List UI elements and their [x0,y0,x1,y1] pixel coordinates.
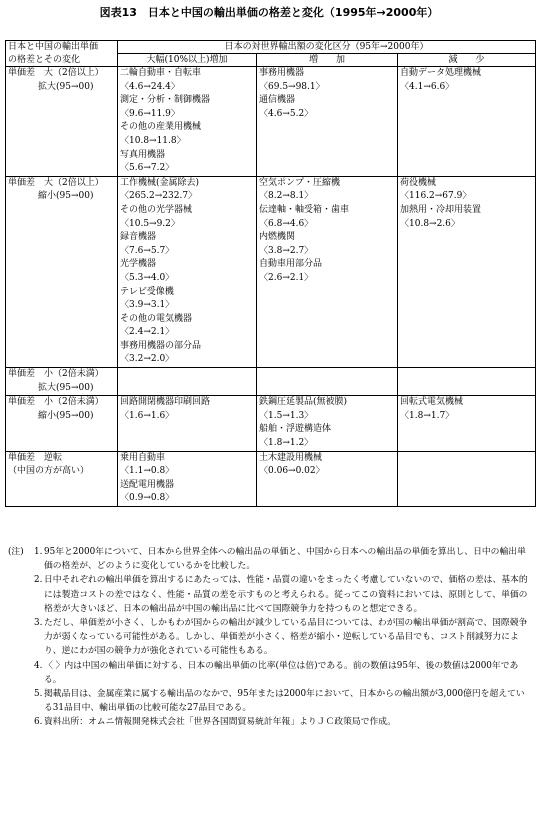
price-ratio: 〈3.9→3.1〉 [120,300,175,311]
note-number: 6. [34,717,43,728]
note-item [8,659,533,687]
note-number: 1. [34,547,43,557]
price-ratio: 〈116.2→67.9〉 [400,191,472,202]
table-cell [398,176,536,367]
price-ratio: 〈6.8→4.6〉 [259,218,314,229]
product-name: 測定・分析・制御機器 [120,95,211,106]
note-prefix [8,573,34,616]
notes-section [8,545,533,730]
table-cell [118,451,257,506]
price-ratio: 〈10.5→9.2〉 [120,218,180,229]
row-label-line2: （中国の方が高い） [8,466,90,477]
table-cell [257,67,398,177]
price-ratio: 〈8.2→8.1〉 [259,191,314,202]
note-text: ただし、単価差が小さく、しかもわが国からの輸出が減少している品目については、わが国の輸出単価が割高で、国際競争力が弱くなっている可能性がある。しかし、単価差が小さく、格差が縮小・逆転している品目でも、コスト削減努力により、逆にわが国の競争力が強化されている可能性もある。 [44,618,528,657]
header-left-line1: 日本と中国の輸出単価 [8,42,99,52]
product-name: 荷役機械 [400,177,437,188]
table-cell [257,451,398,506]
product-name: 二輪自動車・自転車 [120,68,202,78]
table-row [6,176,536,367]
note-item [8,715,533,729]
product-name: 工作機械(金属除去) [120,177,200,188]
price-ratio: 〈5.3→4.0〉 [120,272,175,283]
note-prefix [8,616,34,659]
header-col-increase: 増 加 [257,54,398,67]
product-name: その他の産業用機械 [120,122,202,133]
note-text: 資料出所：オムニ情報開発株式会社「世界各国間貿易統計年報」よりＪＣ政策局で作成。 [44,717,396,728]
table-cell [398,396,536,451]
product-name: 光学機器 [120,259,157,270]
product-name: 乗用自動車 [120,452,166,463]
price-ratio: 〈3.8→2.7〉 [259,245,314,256]
price-ratio: 〈5.6→7.2〉 [120,163,175,174]
table-row [6,368,536,396]
note-prefix [8,687,34,715]
product-name: 事務用機器の部分品 [120,340,202,351]
table-cell [257,176,398,367]
header-group-cell: 日本の対世界輸出額の変化区分（95年→2000年） [118,41,536,54]
product-name: 自動車用部分品 [259,259,323,270]
price-ratio: 〈2.4→2.1〉 [120,327,175,338]
product-name: 自動データ処理機械 [400,68,482,78]
product-name: 鉄鋼圧延製品(無被膜) [259,397,348,408]
price-ratio: 〈1.1→0.8〉 [120,466,175,477]
price-ratio: 〈1.8→1.2〉 [259,438,314,449]
table-cell [118,67,257,177]
table-cell [118,368,257,396]
price-ratio: 〈69.5→98.1〉 [259,81,325,92]
row-label-line1: 単価差 小（2倍未満） [8,397,104,408]
table-cell [257,396,398,451]
note-prefix [8,659,34,687]
note-prefix: (注) [8,547,24,557]
row-label-cell [6,368,118,396]
price-ratio: 〈4.6→5.2〉 [259,108,314,119]
row-label-cell [6,396,118,451]
table-cell [118,176,257,367]
row-label-line2: 縮小(95→00) [38,191,94,202]
price-ratio: 〈1.5→1.3〉 [259,410,314,421]
price-ratio: 〈265.2→232.7〉 [120,191,198,202]
price-ratio: 〈4.1→6.6〉 [400,81,455,92]
product-name: 加熱用・冷却用装置 [400,204,482,215]
product-name: その他の電気機器 [120,313,193,324]
note-item [8,573,533,616]
product-name: 録音機器 [120,232,157,243]
note-text: 掲載品目は、金属産業に属する輸出品のなかで、95年または2000年において、日本からの輸出額が3,000億円を超えている31品目中、輸出単価の比較可能な27品目である。 [44,689,525,714]
note-prefix [8,715,34,729]
product-name: 内燃機関 [259,232,296,243]
row-label-line2: 拡大(95→00) [38,81,94,92]
table-cell [257,368,398,396]
row-label-cell [6,176,118,367]
product-name: 通信機器 [259,95,296,106]
row-label-cell [6,451,118,506]
row-label-line2: 拡大(95→00) [38,382,94,393]
product-name: 土木建設用機械 [259,452,323,463]
table-row [6,396,536,451]
table-cell [398,368,536,396]
price-ratio: 〈7.6→5.7〉 [120,245,175,256]
row-label-line1: 単価差 大（2倍以上） [8,68,104,78]
product-name: テレビ受像機 [120,286,174,297]
product-name: 船舶・浮遊構造体 [259,424,332,435]
header-col-large-increase: 大幅(10%以上)増加 [118,54,257,67]
header-left-cell [6,41,118,67]
table-row [6,67,536,177]
price-ratio: 〈0.9→0.8〉 [120,493,175,504]
row-label-line2: 縮小(95→00) [38,410,94,421]
note-item [8,616,533,659]
comparison-table [5,40,536,507]
product-name: 回転式電気機械 [400,397,464,408]
product-name: その他の光学器械 [120,204,193,215]
header-left-line2: の格差とその変化 [8,54,81,65]
figure-title: 図表13 日本と中国の輸出単価の格差と変化（1995年→2000年） [99,6,439,19]
price-ratio: 〈3.2→2.0〉 [120,354,175,365]
table-cell [398,451,536,506]
price-ratio: 〈2.6→2.1〉 [259,272,314,283]
note-item [8,545,533,573]
table-cell [118,396,257,451]
product-name: 写真用機器 [120,149,166,160]
table-row [6,451,536,506]
product-name: 事務用機器 [259,68,305,78]
price-ratio: 〈9.6→11.9〉 [120,108,180,119]
price-ratio: 〈1.6→1.6〉 [120,410,175,421]
table-cell [398,67,536,177]
note-number: 4. [34,660,43,671]
note-text: 〈 〉内は中国の輸出単価に対する、日本の輸出単価の比率(単位は倍)である。前の数値は95年、後の数値は2000年である。 [44,660,519,685]
price-ratio: 〈10.8→11.8〉 [120,135,186,146]
header-row [6,41,536,54]
row-label-line1: 単価差 小（2倍未満） [8,369,104,380]
note-number: 2. [34,575,43,586]
note-number: 5. [34,689,43,700]
note-item [8,687,533,715]
note-text: 95年と2000年について、日本から世界全体への輸出品の単価と、中国から日本への輸出品の単価を算出し、日中の輸出単価の格差が、どのように変化しているかを比較した。 [44,547,526,572]
product-name: 送配電用機器 [120,479,175,490]
note-text: 日中それぞれの輸出単価を算出するにあたっては、性能・品質の違いをまったく考慮していないので、価格の差は、基本的には製造コストの差ではなく、性能・品質の差を示すものと考えられる。従ってこの資料においては、原則として、単価の格差が大きいほど、日本の輸出品が中国の輸出品に比べて国際競争力を持つものと想定できる。 [44,575,528,614]
price-ratio: 〈1.8→1.7〉 [400,410,455,421]
row-label-cell [6,67,118,177]
price-ratio: 〈4.6→24.4〉 [120,81,180,92]
header-col-decrease: 減 少 [398,54,536,67]
product-name: 伝達軸・軸受箱・歯車 [259,204,350,215]
note-number: 3. [34,618,43,629]
price-ratio: 〈10.8→2.6〉 [400,218,460,229]
row-label-line1: 単価差 逆転 [8,452,63,463]
price-ratio: 〈0.06→0.02〉 [259,466,325,477]
row-label-line1: 単価差 大（2倍以上） [8,177,104,188]
product-name: 回路開閉機器印刷回路 [120,397,211,408]
product-name: 空気ポンプ・圧縮機 [259,177,341,188]
